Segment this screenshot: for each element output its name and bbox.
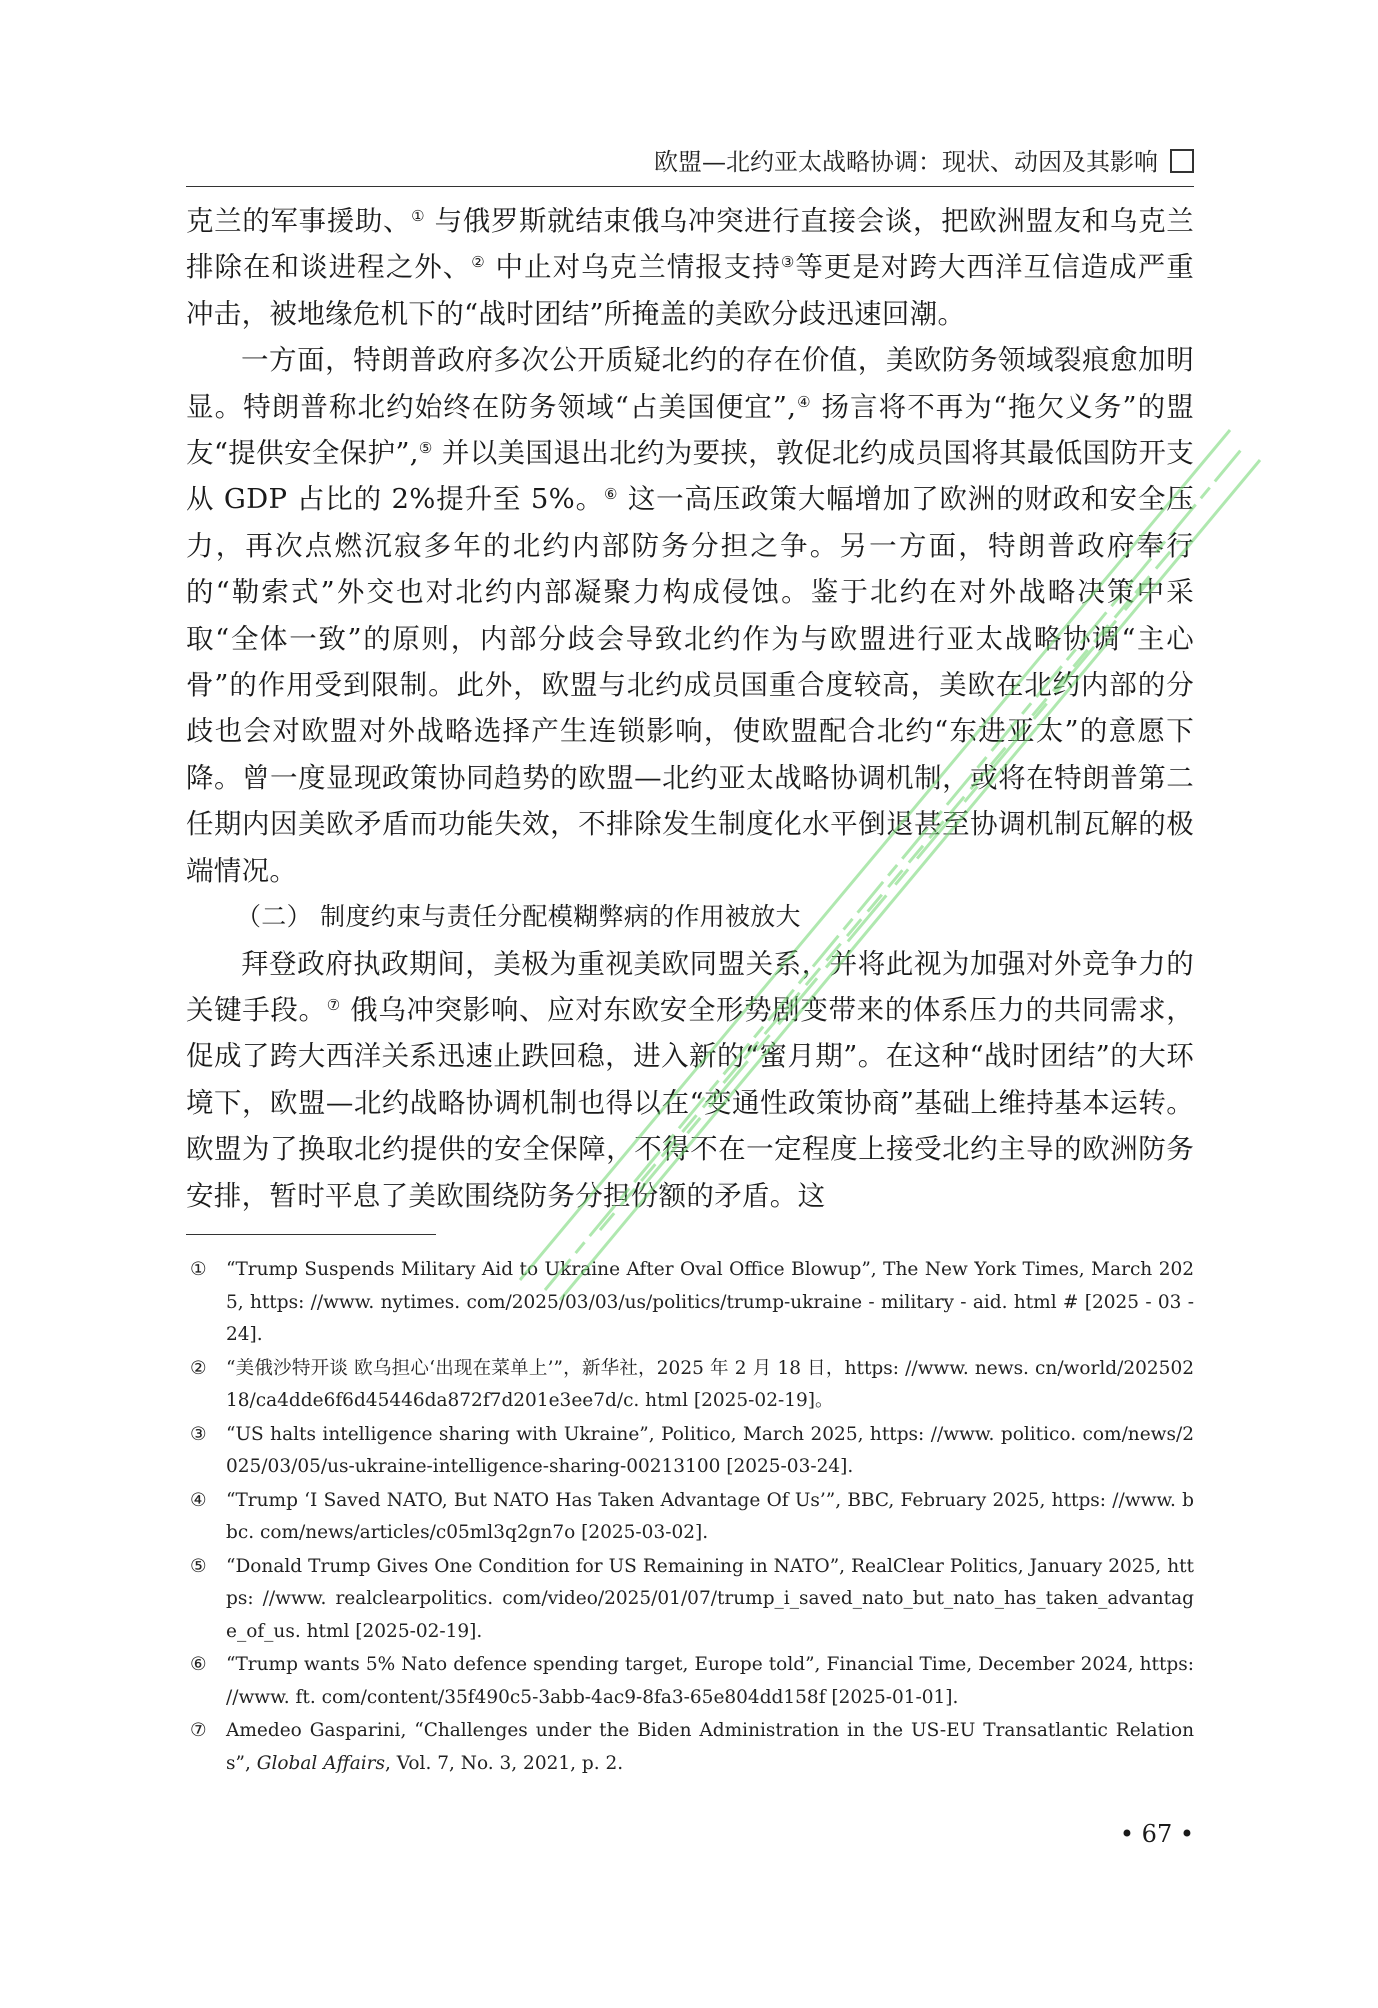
footnote-text: “Donald Trump Gives One Condition for US Remaining in NATO”, RealClear Politics, January 2025, https: //www. realclearpolitics. com/video/2025/01/07/trump_i_saved_nato_but_nato_has_taken_advantage_of_us. html [2025-02-19]. [226, 1555, 1194, 1642]
footnote-number: ④ [190, 1489, 207, 1511]
footnote-number: ① [190, 1259, 207, 1280]
paragraph-biden [186, 941, 1194, 1219]
footnote-ref-5[interactable]: ⑤ [418, 439, 433, 458]
footnote-2 [186, 1353, 1194, 1418]
paragraph-trump-nato [186, 337, 1194, 894]
header-rule [186, 186, 1194, 187]
section-heading: （二） 制度约束与责任分配模糊弊病的作用被放大 [236, 902, 801, 932]
body-text [186, 198, 1194, 1219]
footnote-4 [186, 1485, 1194, 1550]
footnote-3 [186, 1419, 1194, 1484]
footnote-text: Amedeo Gasparini, “Challenges under the Biden Administration in the US-EU Transatlantic Relations”, [226, 1720, 1194, 1774]
text-run: 俄乌冲突影响、应对东欧安全形势剧变带来的体系压力的共同需求，促成了跨大西洋关系迅速止跌回稳，进入新的“蜜月期”。在这种“战时团结”的大环境下，欧盟—北约战略协调机制也得以在“变通性政策协商”基础上维持基本运转。欧盟为了换取北约提供的安全保障，不得不在一定程度上接受北约主导的欧洲防务安排，暂时平息了美欧围绕防务分担份额的矛盾。这 [186, 993, 1195, 1212]
footnote-number: ⑤ [190, 1555, 207, 1577]
text-run: 扬言将不再为“拖欠义务”的盟友“提供安全保护”, [186, 390, 1195, 470]
footnote-ref-3[interactable]: ③ [780, 253, 796, 272]
footnote-number: ⑥ [190, 1654, 207, 1675]
text-run: 与俄罗斯就结束俄乌冲突进行直接会谈，把欧洲盟友和乌克兰排除在和谈进程之外、 [186, 205, 1195, 284]
footnote-7 [186, 1715, 1194, 1780]
footnote-text: “美俄沙特开谈 欧乌担心‘出现在菜单上’”，新华社，2025 年 2 月 18 日，https: //www. news. cn/world/20250218/ca4dde6f6d45446da872f7d201e3ee7d/c. html [2025-02-19]。 [226, 1357, 1194, 1411]
footnote-text: “Trump wants 5% Nato defence spending target, Europe told”, Financial Time, December 2024, https: //www. ft. com/content/35f490c5-3abb-4ac9-8fa3-65e804dd158f [2025-01-01]. [226, 1654, 1194, 1708]
footnotes [186, 1254, 1194, 1781]
footnote-5 [186, 1551, 1194, 1649]
footnote-rule [186, 1234, 436, 1235]
footnote-number: ③ [190, 1423, 207, 1445]
text-run: 这一高压政策大幅增加了欧洲的财政和安全压力，再次点燃沉寂多年的北约内部防务分担之争。另一方面，特朗普政府奉行的“勒索式”外交也对北约内部凝聚力构成侵蚀。鉴于北约在对外战略决策中采取“全体一致”的原则，内部分歧会导致北约作为与欧盟进行亚太战略协调“主心骨”的作用受到限制。此外，欧盟与北约成员国重合度较高，美欧在北约内部的分歧也会对欧盟对外战略选择产生连锁影响，使欧盟配合北约“东进亚太”的意愿下降。曾一度显现政策协同趋势的欧盟—北约亚太战略协调机制，或将在特朗普第二任期内因美欧矛盾而功能失效，不排除发生制度化水平倒退甚至协调机制瓦解的极端情况。 [186, 483, 1195, 887]
text-run: 并以美国退出北约为要挟，敦促北约成员国将其最低国防开支从 GDP 占比的 2%提升至 5%。 [186, 437, 1195, 516]
footnote-text: “Trump Suspends Military Aid to Ukraine After Oval Office Blowup”, The New York Times, March 2025, https: //www. nytimes. com/2025/03/03/us/politics/trump-ukraine - military - aid. html # [2025 - 03 - 24]. [226, 1259, 1194, 1345]
text-run: 克兰的军事援助、 [186, 205, 412, 237]
journal-title: Global Affairs [256, 1752, 385, 1774]
footnote-ref-1[interactable]: ① [411, 207, 426, 225]
footnote-ref-7[interactable]: ⑦ [326, 995, 341, 1014]
footnote-number: ⑦ [190, 1720, 207, 1741]
text-run: 等更是对跨大西洋互信造成严重冲击，被地缘危机下的“战时团结”所掩盖的美欧分歧迅速回潮。 [186, 251, 1195, 330]
footnote-number: ② [190, 1357, 207, 1379]
footnote-text: “US halts intelligence sharing with Ukraine”, Politico, March 2025, https: //www. politico. com/news/2025/03/05/us-ukraine-intelligence-sharing-00213100 [2025-03-24]. [226, 1423, 1194, 1477]
text-run: 中止对乌克兰情报支持 [485, 251, 781, 284]
footnote-6 [186, 1649, 1194, 1714]
running-header-title: 欧盟—北约亚太战略协调：现状、动因及其影响 [654, 148, 1158, 176]
page-number: • 67 • [1119, 1820, 1194, 1848]
square-ornament-icon [1170, 149, 1194, 173]
footnote-text: “Trump ‘I Saved NATO, But NATO Has Taken Advantage Of Us’”, BBC, February 2025, https: //www. bbc. com/news/articles/c05ml3q2gn7o [2025-03-02]. [226, 1489, 1194, 1543]
paragraph-continued [186, 198, 1194, 337]
text-run: 一方面，特朗普政府多次公开质疑北约的存在价值，美欧防务领域裂痕愈加明显。特朗普称北约始终在防务领域“占美国便宜”, [186, 344, 1194, 423]
footnote-ref-6[interactable]: ⑥ [603, 485, 619, 504]
footnote-ref-2[interactable]: ② [471, 253, 486, 272]
footnote-ref-4[interactable]: ④ [796, 392, 812, 411]
footnote-1 [186, 1254, 1194, 1352]
text-run: 拜登政府执政期间，美极为重视美欧同盟关系，并将此视为加强对外竞争力的关键手段。 [186, 947, 1194, 1026]
running-header [186, 142, 1194, 182]
footnote-text: , Vol. 7, No. 3, 2021, p. 2. [384, 1752, 624, 1774]
